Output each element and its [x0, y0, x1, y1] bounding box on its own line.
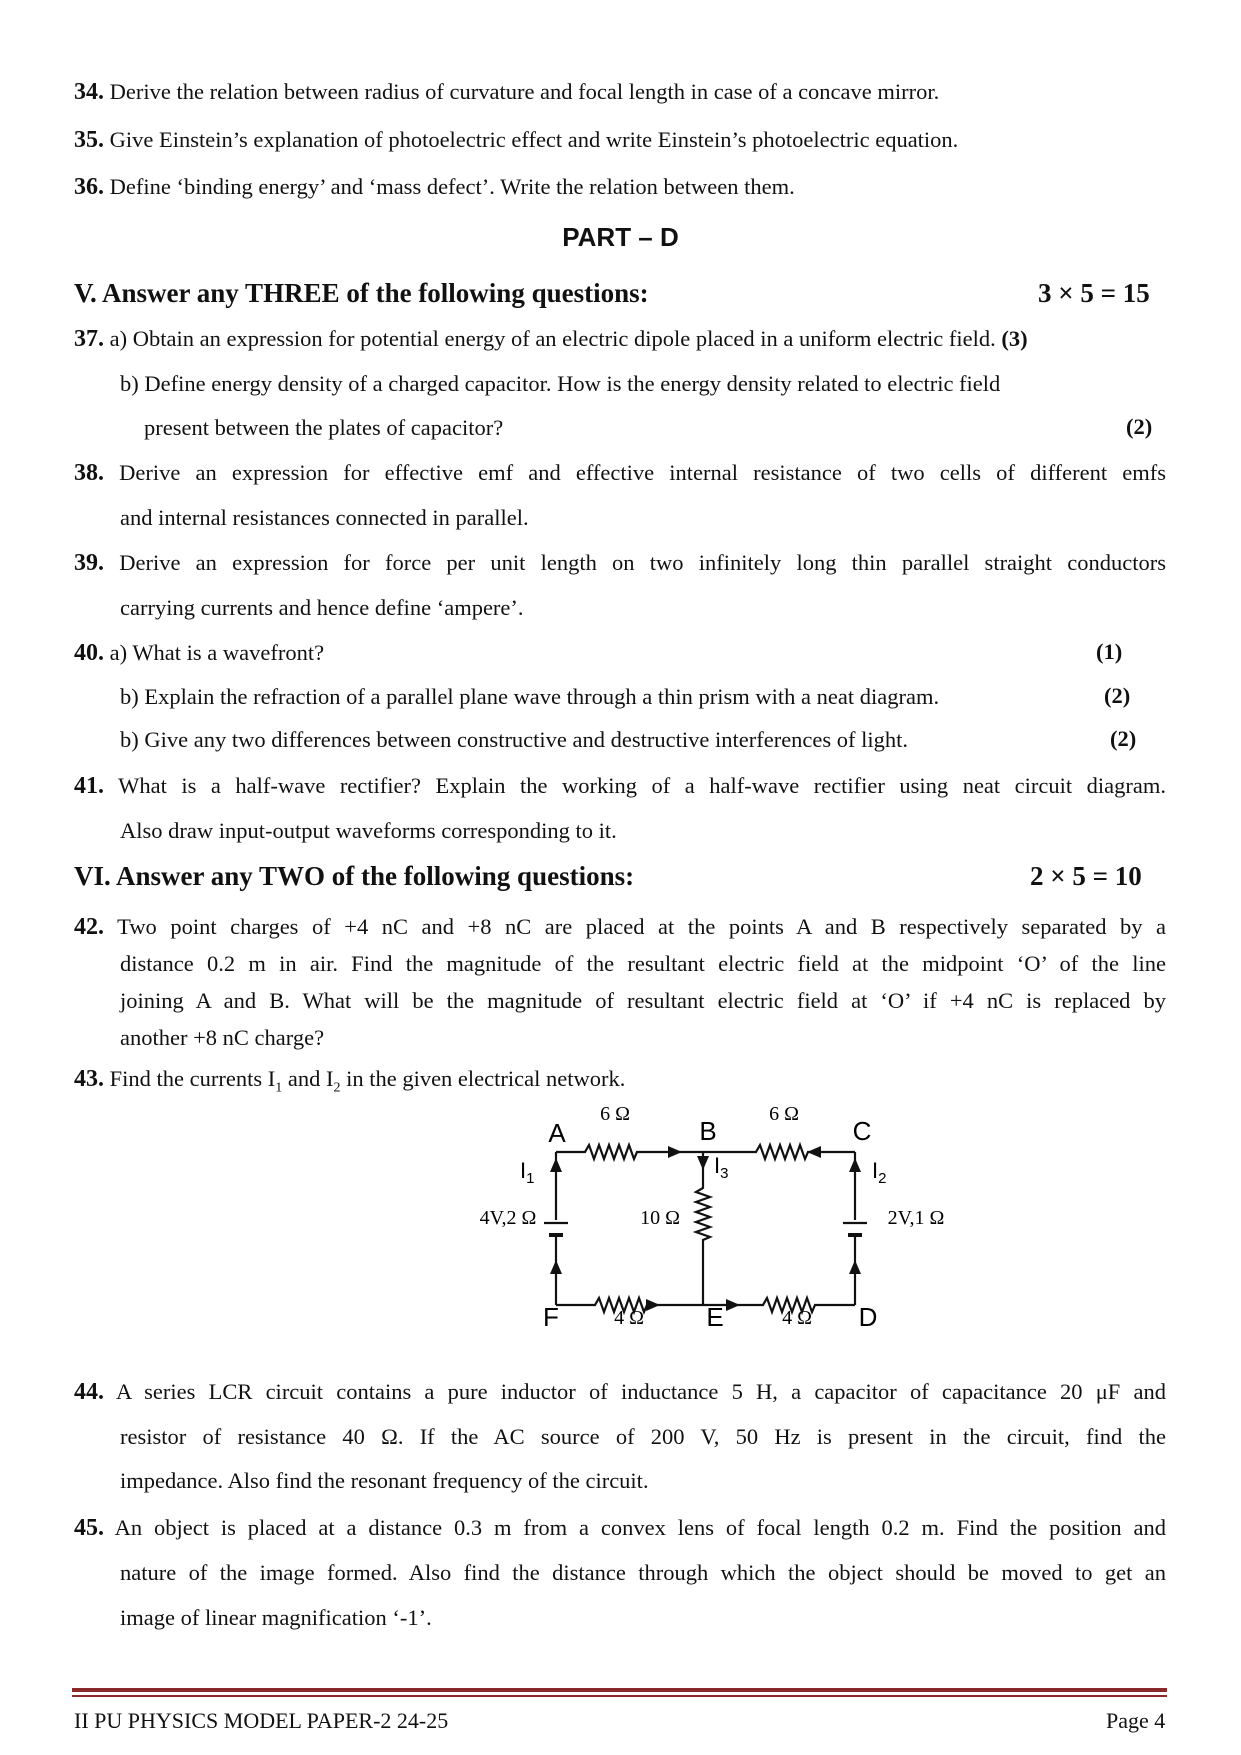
question-38-line2: and internal resistances connected in parallel. [120, 505, 529, 530]
question-number: 34. [74, 79, 104, 105]
cell-right-label: 2V,1 Ω [887, 1207, 945, 1229]
question-42-line4: another +8 nC charge? [120, 1025, 325, 1050]
wire-be [696, 1152, 710, 1305]
question-number: 39. [74, 550, 104, 576]
question-text: a) Obtain an expression for potential energy of an electric dipole placed in a uniform electric field. [109, 326, 996, 351]
footer-rule-thin [72, 1695, 1167, 1697]
question-text: Define ‘binding energy’ and ‘mass defect’. Write the relation between them. [109, 174, 795, 199]
current-subscript: 3 [720, 1165, 729, 1182]
cell-left-label: 4V,2 Ω [479, 1207, 537, 1229]
resistor-bc-label: 6 Ω [769, 1103, 799, 1125]
current-subscript: 1 [526, 1170, 535, 1187]
marks: (2) [1110, 726, 1137, 751]
arrow-i3 [697, 1156, 709, 1170]
question-number: 37. [74, 326, 104, 352]
question-45-line3: image of linear magnification ‘-1’. [120, 1605, 432, 1630]
question-34 [74, 78, 939, 107]
question-41-line1 [74, 772, 1166, 801]
current-letter: I [520, 1158, 527, 1183]
section-v-title: V. Answer any THREE of the following questions: [74, 278, 649, 308]
question-number: 40. [74, 640, 104, 666]
question-42-line1 [74, 913, 1166, 942]
arrow-ab [668, 1146, 682, 1158]
question-text: What is a half-wave rectifier? Explain the working of a half-wave rectifier using neat circuit diagram. [118, 773, 1166, 798]
question-43 [74, 1065, 625, 1097]
question-text: Two point charges of +4 nC and +8 nC are placed at the points A and B respectively separated by a [117, 914, 1167, 939]
question-number: 38. [74, 460, 104, 486]
node-a: A [548, 1118, 566, 1148]
question-text: Find the currents I [109, 1066, 276, 1091]
node-d: D [858, 1302, 878, 1330]
question-40-c: b) Give any two differences between constructive and destructive interferences of light. [120, 727, 909, 752]
question-39-line2: carrying currents and hence define ‘ampere’. [120, 595, 524, 620]
footer-title: II PU PHYSICS MODEL PAPER-2 24-25 [74, 1708, 449, 1733]
current-i2-label [872, 1158, 886, 1187]
node-b: B [699, 1116, 717, 1146]
page-number: Page 4 [1106, 1708, 1166, 1733]
current-subscript: 2 [878, 1170, 887, 1187]
question-number: 43. [74, 1066, 104, 1092]
question-text: Derive the relation between radius of curvature and focal length in case of a concave mirror. [109, 79, 940, 104]
question-number: 36. [74, 174, 104, 200]
wire-bc [710, 1145, 855, 1159]
node-c: C [852, 1116, 872, 1146]
subscript: 1 [275, 1080, 283, 1096]
question-text: and I [282, 1066, 334, 1091]
question-text: in the given electrical network. [340, 1066, 626, 1091]
question-45-line2: nature of the image formed. Also find the distance through which the object should be moved to get an [120, 1560, 1166, 1585]
question-44-line2: resistor of resistance 40 Ω. If the AC source of 200 V, 50 Hz is present in the circuit, find the [120, 1424, 1166, 1449]
question-42-line2: distance 0.2 m in air. Find the magnitude of the resultant electric field at the midpoint ‘O’ of the line [120, 951, 1166, 976]
arrow-right-cell [849, 1260, 861, 1274]
question-number: 41. [74, 773, 104, 799]
question-42-line3: joining A and B. What will be the magnitude of resultant electric field at ‘O’ if +4 nC is replaced by [120, 988, 1166, 1013]
question-text: Derive an expression for force per unit length on two infinitely long thin parallel straight conductors [119, 550, 1166, 575]
question-38-line1 [74, 459, 1166, 488]
question-40-a [74, 639, 324, 668]
current-i3-label [714, 1153, 728, 1182]
arrow-i1 [550, 1158, 562, 1172]
question-36 [74, 173, 795, 202]
wire-ab [556, 1145, 710, 1159]
section-vi-title: VI. Answer any TWO of the following questions: [74, 861, 635, 891]
question-37-b-line1: b) Define energy density of a charged capacitor. How is the energy density related to electric field [120, 371, 1001, 396]
arrow-cb [807, 1146, 821, 1158]
current-i1-label [520, 1158, 534, 1187]
question-44-line3: impedance. Also find the resonant frequency of the circuit. [120, 1468, 649, 1493]
question-45-line1 [74, 1514, 1166, 1543]
question-41-line2: Also draw input-output waveforms corresponding to it. [120, 818, 617, 843]
question-number: 35. [74, 127, 104, 153]
footer-rule [72, 1688, 1167, 1692]
arrow-i2 [849, 1158, 861, 1172]
question-text: Give Einstein’s explanation of photoelectric effect and write Einstein’s photoelectric equation. [109, 127, 959, 152]
question-number: 45. [74, 1515, 104, 1541]
question-44-line1 [74, 1378, 1166, 1407]
question-number: 42. [74, 914, 104, 940]
section-v-marks: 3 × 5 = 15 [1038, 278, 1150, 308]
arrow-left-cell [550, 1260, 562, 1274]
node-f: F [543, 1302, 559, 1330]
resistor-ed-label: 4 Ω [782, 1307, 812, 1329]
marks: (1) [1096, 639, 1123, 664]
current-letter: I [872, 1158, 879, 1183]
question-40-b: b) Explain the refraction of a parallel plane wave through a thin prism with a neat diagram. [120, 684, 940, 709]
question-text: Derive an expression for effective emf and effective internal resistance of two cells of different emfs [119, 460, 1166, 485]
resistor-be-label: 10 Ω [640, 1207, 680, 1229]
subscript: 2 [333, 1080, 341, 1096]
marks: (3) [1001, 326, 1028, 351]
question-37-b-line2: present between the plates of capacitor? [144, 415, 504, 440]
arrow-fe [646, 1299, 660, 1311]
part-heading: PART – D [562, 222, 679, 252]
resistor-fe-label: 4 Ω [614, 1307, 644, 1329]
question-39-line1 [74, 549, 1166, 578]
circuit-diagram [0, 1100, 1241, 1330]
question-text: a) What is a wavefront? [109, 640, 325, 665]
marks: (2) [1104, 683, 1131, 708]
question-35 [74, 126, 958, 155]
question-number: 44. [74, 1379, 104, 1405]
question-37-a [74, 325, 1028, 354]
section-vi-marks: 2 × 5 = 10 [1030, 861, 1142, 891]
marks: (2) [1126, 414, 1153, 439]
question-text: An object is placed at a distance 0.3 m from a convex lens of focal length 0.2 m. Find the position and [114, 1515, 1166, 1540]
resistor-ab-label: 6 Ω [600, 1103, 630, 1125]
node-e: E [706, 1302, 724, 1330]
current-letter: I [714, 1153, 721, 1178]
question-text: A series LCR circuit contains a pure inductor of inductance 5 H, a capacitor of capacitance 20 μF and [115, 1379, 1166, 1404]
arrow-ed [726, 1299, 740, 1311]
wire-ed [703, 1298, 855, 1312]
